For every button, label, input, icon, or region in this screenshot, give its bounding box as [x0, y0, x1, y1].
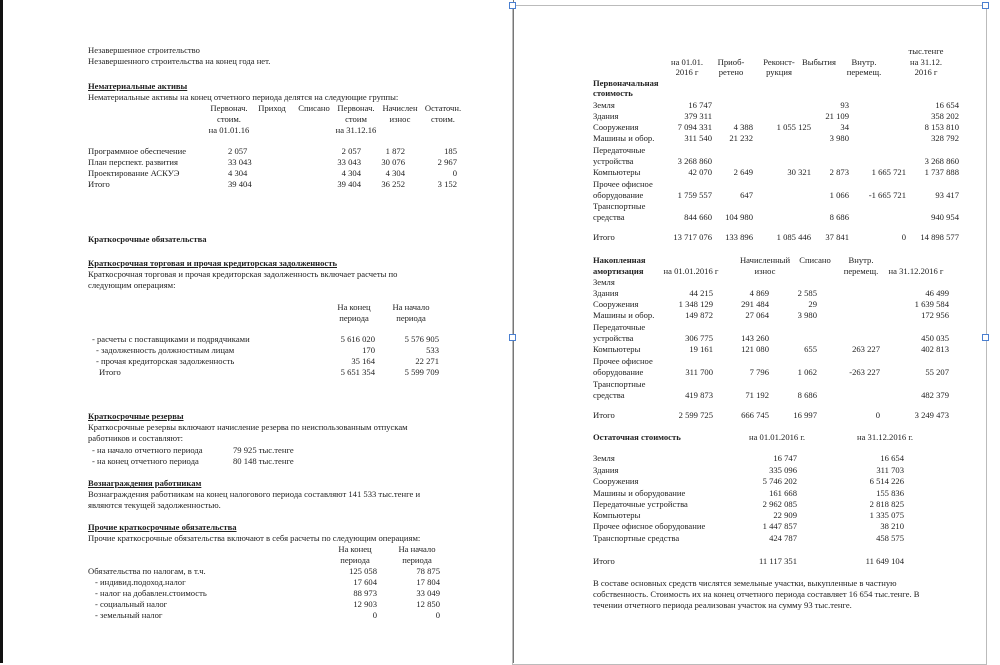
initial-row-label: устройства — [593, 156, 634, 166]
depreciation-value: 46 499 — [925, 288, 949, 298]
depreciation-value: 71 192 — [745, 390, 769, 400]
intangibles-row-label: Итого — [88, 179, 110, 189]
initial-row-label: средства — [593, 212, 625, 222]
depreciation-value: 291 484 — [741, 299, 769, 309]
depreciation-value: 19 161 — [689, 344, 713, 354]
other-end-value: 17 604 — [353, 577, 377, 587]
residual-value-title: Остаточная стоимость — [593, 432, 681, 442]
residual-row-label: Транспортные средства — [593, 533, 680, 543]
intangibles-value: 2 967 — [437, 157, 457, 167]
reserves-text: работников и составляют: — [88, 433, 184, 443]
payables-col-header: периода — [339, 313, 369, 323]
residual-total-end: 11 649 104 — [865, 556, 904, 566]
other-row-label: - налог на добавлен.стоимость — [95, 588, 207, 598]
depreciation-value: 1 062 — [797, 367, 817, 377]
construction-text: Незавершенного строительства на конец года нет. — [88, 56, 271, 66]
initial-value: 93 417 — [935, 190, 959, 200]
other-start-value: 33 049 — [416, 588, 440, 598]
initial-value: 93 — [840, 100, 849, 110]
initial-value: 3 268 860 — [924, 156, 959, 166]
depreciation-row-label: Передаточные — [593, 322, 646, 332]
initial-value: 4 388 — [733, 122, 753, 132]
payables-col-header: На начало — [392, 302, 430, 312]
depreciation-value: 402 813 — [921, 344, 949, 354]
reserves-end-label: - на конец отчетного периода — [92, 456, 199, 466]
initial-total-value: 14 898 577 — [920, 232, 959, 242]
intangibles-value: 30 076 — [381, 157, 405, 167]
residual-start-value: 424 787 — [769, 533, 797, 543]
intangibles-value: 39 404 — [228, 179, 252, 189]
depreciation-value: 44 215 — [689, 288, 713, 298]
depreciation-title: амортизация — [593, 266, 644, 276]
residual-start-value: 22 909 — [773, 510, 797, 520]
depreciation-value: 263 227 — [852, 344, 880, 354]
depreciation-value: 306 775 — [685, 333, 713, 343]
payables-start-value: 533 — [426, 345, 439, 355]
other-col-header: периода — [402, 555, 432, 565]
intangibles-value: 2 057 — [228, 146, 248, 156]
depreciation-title: Накопленная — [593, 255, 646, 265]
intangibles-col-header: Приход — [258, 103, 286, 113]
residual-total-label: Итого — [593, 556, 615, 566]
intangibles-heading: Нематериальные активы — [88, 81, 188, 91]
initial-row-label: Здания — [593, 111, 619, 121]
other-row-label: - социальный налог — [95, 599, 168, 609]
other-liabilities-heading: Прочие краткосрочные обязательства — [88, 522, 237, 532]
residual-row-label: Земля — [593, 453, 615, 463]
initial-row-label: Сооружения — [593, 122, 639, 132]
other-end-value: 125 058 — [349, 566, 377, 576]
depreciation-col-header: на 01.01.2016 г — [663, 266, 719, 276]
initial-value: 16 747 — [688, 100, 712, 110]
intangibles-value: 36 252 — [381, 179, 405, 189]
other-start-value: 12 850 — [416, 599, 440, 609]
initial-value: 311 540 — [684, 133, 712, 143]
intangibles-value: 3 152 — [437, 179, 457, 189]
depreciation-value: -263 227 — [849, 367, 880, 377]
initial-value: 8 686 — [829, 212, 849, 222]
assets-col-header: перемещ. — [846, 67, 882, 77]
intangibles-row-label: План перспект. развития — [88, 157, 178, 167]
assets-col-header: тыс.тенге — [908, 46, 944, 56]
selection-frame[interactable] — [512, 5, 987, 665]
other-end-value: 88 973 — [353, 588, 377, 598]
assets-col-header: на 31.12. — [909, 57, 943, 67]
assets-col-header: 2016 г — [914, 67, 938, 77]
depreciation-value: 121 080 — [741, 344, 769, 354]
assets-col-header: Реконст- — [763, 57, 795, 67]
initial-cost-title: стоимость — [593, 88, 633, 98]
residual-start-value: 161 668 — [769, 488, 797, 498]
resize-handle-top-right[interactable] — [982, 2, 989, 9]
intangibles-value: 33 043 — [228, 157, 252, 167]
initial-row-label: Прочее офисное — [593, 179, 653, 189]
residual-end-value: 458 575 — [876, 533, 904, 543]
initial-row-label: Передаточные — [593, 145, 646, 155]
short-liabilities-heading: Краткосрочные обязательства — [88, 234, 207, 244]
assets-col-header: рукция — [766, 67, 792, 77]
intangibles-col-header: износ — [389, 114, 411, 124]
depreciation-value: 149 872 — [685, 310, 713, 320]
intangibles-col-header: стоим — [345, 114, 367, 124]
initial-row-label: Компьютеры — [593, 167, 641, 177]
payables-intro: следующим операциям: — [88, 280, 176, 290]
intangibles-col-header: Первонач. — [337, 103, 375, 113]
depreciation-row-label: устройства — [593, 333, 634, 343]
payables-start-value: 22 271 — [415, 356, 439, 366]
other-end-value: 0 — [372, 610, 377, 620]
reserves-start-label: - на начало отчетного периода — [92, 445, 203, 455]
intangibles-value: 0 — [452, 168, 457, 178]
rewards-text: Вознаграждения работникам на конец налогового периода составляют 141 533 тыс.тенге и — [88, 489, 421, 499]
initial-value: 30 321 — [787, 167, 811, 177]
depreciation-row-label: Транспортные — [593, 379, 646, 389]
depreciation-value: 482 379 — [921, 390, 949, 400]
payables-col-header: периода — [396, 313, 426, 323]
assets-col-header: Выбытия — [802, 57, 836, 67]
reserves-heading: Краткосрочные резервы — [88, 411, 184, 421]
assets-col-header: 2016 г — [675, 67, 699, 77]
initial-value: 1 759 557 — [677, 190, 712, 200]
residual-start-value: 2 962 085 — [762, 499, 797, 509]
depreciation-value: 55 207 — [925, 367, 949, 377]
intangibles-value: 33 043 — [337, 157, 361, 167]
payables-intro: Краткосрочная торговая и прочая кредиторская задолженность включает расчеты по — [88, 269, 398, 279]
depreciation-row-label: Здания — [593, 288, 619, 298]
assets-col-header: на 01.01. — [670, 57, 704, 67]
rewards-heading: Вознаграждения работникам — [88, 478, 202, 488]
initial-total-value: 1 085 446 — [776, 232, 811, 242]
residual-end-value: 1 335 075 — [869, 510, 904, 520]
depreciation-value: 419 873 — [685, 390, 713, 400]
residual-row-label: Сооружения — [593, 476, 639, 486]
initial-value: 21 232 — [729, 133, 753, 143]
residual-row-label: Прочее офисное оборудование — [593, 521, 706, 531]
reserves-end-value: 80 148 тыс.тенге — [233, 456, 294, 466]
other-start-value: 17 804 — [416, 577, 440, 587]
residual-row-label: Здания — [593, 465, 619, 475]
other-start-value: 0 — [435, 610, 440, 620]
resize-handle-middle[interactable] — [509, 334, 516, 341]
other-row-label: Обязательства по налогам, в т.ч. — [88, 566, 206, 576]
depreciation-total-value: 666 745 — [741, 410, 769, 420]
payables-start-value: 5 599 709 — [404, 367, 439, 377]
other-end-value: 12 903 — [353, 599, 377, 609]
payables-end-value: 5 651 354 — [340, 367, 375, 377]
depreciation-total-value: 2 599 725 — [678, 410, 713, 420]
payables-end-value: 5 616 020 — [340, 334, 375, 344]
residual-end-value: 38 210 — [880, 521, 904, 531]
residual-start-value: 335 096 — [769, 465, 797, 475]
depreciation-total-value: 16 997 — [793, 410, 817, 420]
intangibles-col-header: на 31.12.16 — [335, 125, 377, 135]
assets-col-header: Внутр. — [851, 57, 877, 67]
payables-col-header: На конец — [337, 302, 371, 312]
initial-value: 1 665 721 — [871, 167, 906, 177]
intangibles-value: 4 304 — [341, 168, 361, 178]
residual-row-label: Передаточные устройства — [593, 499, 688, 509]
intangibles-value: 4 304 — [228, 168, 248, 178]
initial-value: 16 654 — [935, 100, 959, 110]
other-col-header: периода — [340, 555, 370, 565]
depreciation-value: 3 980 — [797, 310, 817, 320]
depreciation-row-label: Земля — [593, 277, 615, 287]
residual-total-start: 11 117 351 — [758, 556, 797, 566]
residual-start-value: 1 447 857 — [762, 521, 797, 531]
depreciation-value: 450 035 — [921, 333, 949, 343]
initial-row-label: оборудование — [593, 190, 644, 200]
intangibles-col-header: Первонач. — [210, 103, 248, 113]
intangibles-col-header: Начислен — [382, 103, 418, 113]
other-col-header: На конец — [338, 544, 372, 554]
initial-value: 104 980 — [725, 212, 753, 222]
initial-value: 358 202 — [931, 111, 959, 121]
depreciation-row-label: Прочее офисное — [593, 356, 653, 366]
depreciation-value: 4 869 — [749, 288, 769, 298]
initial-row-label: Транспортные — [593, 201, 646, 211]
land-note-text: течении отчетного периода реализован участок на сумму 93 тыс.тенге. — [593, 600, 852, 610]
initial-value: 21 109 — [825, 111, 849, 121]
intangibles-col-header: стоим. — [217, 114, 241, 124]
initial-value: 7 094 331 — [677, 122, 712, 132]
intangibles-value: 39 404 — [337, 179, 361, 189]
depreciation-row-label: Компьютеры — [593, 344, 641, 354]
initial-value: 647 — [740, 190, 753, 200]
initial-value: 42 070 — [688, 167, 712, 177]
intangibles-value: 185 — [444, 146, 457, 156]
intangibles-intro: Нематериальные активы на конец отчетного периода делятся на следующие группы: — [88, 92, 399, 102]
intangibles-value: 1 872 — [385, 146, 405, 156]
initial-value: 328 792 — [931, 133, 959, 143]
resize-handle-top[interactable] — [509, 2, 516, 9]
initial-total-value: 0 — [901, 232, 906, 242]
land-note-text: собственность. Стоимость их на конец отчетного периода составляет 16 654 тыс.тенге. В — [593, 589, 920, 599]
depreciation-row-label: Сооружения — [593, 299, 639, 309]
payables-start-value: 5 576 905 — [404, 334, 439, 344]
other-row-label: - индивид.подоход.налог — [95, 577, 186, 587]
intangibles-value: 4 304 — [385, 168, 405, 178]
residual-start-value: 5 746 202 — [762, 476, 797, 486]
depreciation-value: 655 — [804, 344, 817, 354]
initial-value: 1 066 — [829, 190, 849, 200]
depreciation-total-label: Итого — [593, 410, 615, 420]
payables-row-label: Итого — [99, 367, 121, 377]
intangibles-col-header: на 01.01.16 — [208, 125, 250, 135]
initial-value: 2 873 — [829, 167, 849, 177]
other-row-label: - земельный налог — [95, 610, 163, 620]
intangibles-value: 2 057 — [341, 146, 361, 156]
intangibles-col-header: Остаточн. — [424, 103, 462, 113]
depreciation-value: 143 260 — [741, 333, 769, 343]
other-start-value: 78 875 — [416, 566, 440, 576]
resize-handle-right[interactable] — [982, 334, 989, 341]
initial-value: 8 153 810 — [924, 122, 959, 132]
residual-col-header: на 31.12.2016 г. — [857, 432, 914, 442]
depreciation-value: 1 348 129 — [678, 299, 713, 309]
initial-value: 3 980 — [829, 133, 849, 143]
reserves-text: Краткосрочные резервы включают начисление резерва по неиспользованным отпускам — [88, 422, 408, 432]
initial-total-label: Итого — [593, 232, 615, 242]
residual-col-header: на 01.01.2016 г. — [749, 432, 806, 442]
initial-value: 3 268 860 — [677, 156, 712, 166]
intangibles-row-label: Программное обеспечение — [88, 146, 187, 156]
depreciation-col-header: на 31.12.2016 г — [888, 266, 944, 276]
initial-value: 844 660 — [684, 212, 712, 222]
initial-value: 1 055 125 — [776, 122, 811, 132]
initial-value: 940 954 — [931, 212, 959, 222]
depreciation-row-label: оборудование — [593, 367, 644, 377]
initial-value: 1 737 888 — [924, 167, 959, 177]
land-note-text: В составе основных средств числятся земельные участки, выкупленные в частную — [593, 578, 897, 588]
depreciation-col-header: износ — [754, 266, 776, 276]
depreciation-total-value: 0 — [875, 410, 880, 420]
depreciation-row-label: средства — [593, 390, 625, 400]
depreciation-col-header: Списано — [799, 255, 831, 265]
initial-row-label: Земля — [593, 100, 615, 110]
payables-row-label: - прочая кредиторская задолженность — [96, 356, 235, 366]
residual-end-value: 311 703 — [876, 465, 904, 475]
depreciation-value: 311 700 — [685, 367, 713, 377]
residual-end-value: 6 514 226 — [869, 476, 904, 486]
initial-cost-title: Первоначальная — [593, 78, 659, 88]
residual-start-value: 16 747 — [773, 453, 797, 463]
depreciation-value: 7 796 — [749, 367, 769, 377]
depreciation-total-value: 3 249 473 — [914, 410, 949, 420]
residual-end-value: 155 836 — [876, 488, 904, 498]
depreciation-value: 172 956 — [921, 310, 949, 320]
intangibles-col-header: стоим. — [431, 114, 455, 124]
initial-value: -1 665 721 — [868, 190, 906, 200]
payables-row-label: - расчеты с поставщиками и подрядчиками — [92, 334, 250, 344]
other-liabilities-intro: Прочие краткосрочные обязательства включают в себя расчеты по следующим операциям: — [88, 533, 421, 543]
payables-row-label: - задолженность должностным лицам — [96, 345, 235, 355]
initial-row-label: Машины и обор. — [593, 133, 655, 143]
initial-total-value: 133 896 — [725, 232, 753, 242]
residual-row-label: Компьютеры — [593, 510, 641, 520]
reserves-start-value: 79 925 тыс.тенге — [233, 445, 294, 455]
payables-heading: Краткосрочная торговая и прочая кредиторская задолженность — [88, 258, 337, 268]
depreciation-row-label: Машины и обор. — [593, 310, 655, 320]
construction-heading: Незавершенное строительство — [88, 45, 200, 55]
intangibles-col-header: Списано — [298, 103, 330, 113]
depreciation-value: 1 639 584 — [914, 299, 949, 309]
residual-end-value: 16 654 — [880, 453, 904, 463]
rewards-text: являются текущей задолженностью. — [88, 500, 221, 510]
assets-col-header: ретено — [718, 67, 744, 77]
other-col-header: На начало — [398, 544, 436, 554]
initial-total-value: 13 717 076 — [673, 232, 712, 242]
assets-col-header: Приоб- — [717, 57, 745, 67]
depreciation-value: 29 — [808, 299, 817, 309]
depreciation-col-header: перемещ. — [843, 266, 879, 276]
payables-end-value: 35 164 — [351, 356, 375, 366]
depreciation-col-header: Начисленный — [739, 255, 791, 265]
residual-row-label: Машины и оборудование — [593, 488, 686, 498]
initial-value: 34 — [840, 122, 849, 132]
depreciation-value: 2 585 — [797, 288, 817, 298]
depreciation-col-header: Внутр. — [848, 255, 874, 265]
residual-end-value: 2 818 825 — [869, 499, 904, 509]
depreciation-value: 27 064 — [745, 310, 769, 320]
intangibles-row-label: Проектирование АСКУЭ — [88, 168, 180, 178]
initial-total-value: 37 841 — [825, 232, 849, 242]
initial-value: 2 649 — [733, 167, 753, 177]
payables-end-value: 170 — [362, 345, 375, 355]
depreciation-value: 8 686 — [797, 390, 817, 400]
initial-value: 379 311 — [684, 111, 712, 121]
